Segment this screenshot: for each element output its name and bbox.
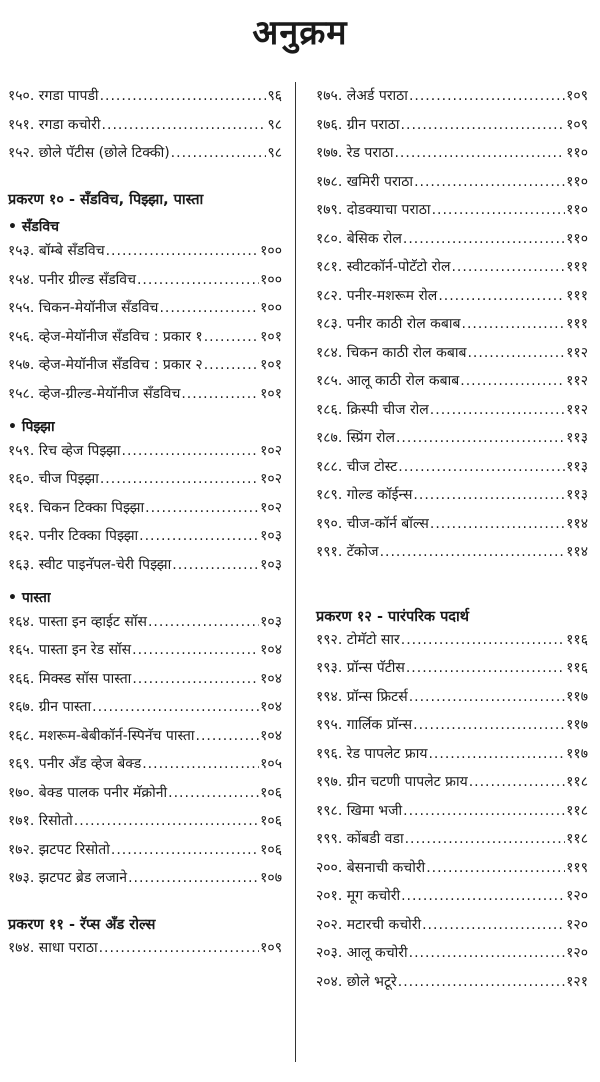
- entry-page-number: ११०: [566, 230, 588, 247]
- entry-title: १८६. क्रिस्पी चीज रोल: [316, 401, 429, 418]
- toc-group: [8, 612, 282, 897]
- dot-leader: [403, 231, 565, 247]
- toc-entry: [316, 915, 588, 944]
- dot-leader: [171, 145, 267, 161]
- entry-page-number: ११९: [566, 859, 588, 876]
- entry-page-number: १२०: [566, 945, 588, 961]
- toc-entry: [316, 143, 588, 172]
- entry-title: २००. बेसनाची कचोरी: [316, 859, 426, 876]
- entry-page-number: ११३: [566, 430, 588, 446]
- dot-leader: [181, 386, 259, 402]
- dot-leader: [401, 632, 565, 648]
- toc-entry: [316, 343, 588, 372]
- toc-entry: [316, 801, 588, 830]
- toc-entry: [8, 612, 282, 641]
- entry-page-number: ११८: [566, 802, 588, 819]
- toc-entry: [8, 669, 282, 698]
- toc-entry: [316, 457, 588, 486]
- entry-page-number: १०६: [260, 813, 282, 829]
- entry-title: १८१. स्वीटकॉर्न-पोटॅटो रोल: [316, 259, 451, 275]
- toc-entry: [316, 630, 588, 659]
- toc-entry: [8, 697, 282, 726]
- entry-title: १९२. टोमॅटो सार: [316, 631, 400, 648]
- toc-entry: [316, 772, 588, 801]
- entry-title: १५१. रगडा कचोरी: [8, 116, 101, 133]
- dot-leader: [414, 174, 565, 190]
- dot-leader: [403, 803, 565, 819]
- entry-page-number: ११६: [566, 660, 588, 676]
- entry-title: १८४. चिकन काठी रोल कबाब: [316, 344, 467, 361]
- toc-entry: [316, 744, 588, 773]
- entry-title: १९७. ग्रीन चटणी पापलेट फ्राय: [316, 774, 468, 790]
- entry-title: १९१. टॅकोज: [316, 544, 379, 560]
- dot-leader: [148, 614, 259, 630]
- dot-leader: [398, 459, 565, 475]
- entry-title: १५३. बॉम्बे सँडविच: [8, 243, 105, 259]
- entry-page-number: ११२: [566, 373, 588, 389]
- entry-title: १५२. छोले पॅटीस (छोले टिक्की): [8, 145, 170, 161]
- toc-entry: [8, 441, 282, 470]
- entry-title: १६९. पनीर अँड व्हेज बेक्ड: [8, 756, 142, 772]
- entry-page-number: १२०: [566, 916, 588, 933]
- section-heading-10: प्रकरण १० - सँडविच, पिझ्झा, पास्ता: [8, 191, 204, 208]
- entry-page-number: १०९: [260, 939, 282, 956]
- toc-entry: [8, 868, 282, 897]
- entry-title: १६७. ग्रीन पास्ता: [8, 699, 92, 715]
- dot-leader: [432, 202, 566, 218]
- entry-title: २०२. मटारची कचोरी: [316, 916, 422, 933]
- toc-entry: [316, 86, 588, 115]
- dot-leader: [405, 831, 566, 847]
- dot-leader: [438, 288, 565, 304]
- entry-title: १९९. कोंबडी वडा: [316, 831, 404, 847]
- dot-leader: [128, 870, 259, 886]
- dot-leader: [409, 945, 566, 961]
- subsection-pasta: • पास्ता: [8, 589, 51, 606]
- entry-page-number: ११०: [566, 145, 588, 161]
- toc-entry: [316, 314, 588, 343]
- toc-entry: [8, 270, 282, 299]
- toc-entry: [316, 172, 588, 201]
- entry-page-number: ११३: [566, 487, 588, 503]
- toc-group: [316, 630, 588, 1001]
- toc-entry: [8, 526, 282, 555]
- toc-entry: [316, 257, 588, 286]
- entry-title: १६४. पास्ता इन व्हाईट सॉस: [8, 613, 147, 630]
- dot-leader: [398, 974, 565, 990]
- dot-leader: [428, 746, 565, 762]
- section-heading-11: प्रकरण ११ - रॅप्स अँड रोल्स: [8, 916, 156, 933]
- entry-page-number: १०९: [566, 88, 588, 104]
- toc-entry: [8, 498, 282, 527]
- entry-page-number: १०४: [260, 642, 282, 658]
- toc-entry: [8, 384, 282, 413]
- dot-leader: [469, 774, 565, 790]
- entry-title: १७७. रेड पराठा: [316, 145, 394, 161]
- toc-entry: [8, 298, 282, 327]
- entry-title: १८७. स्प्रिंग रोल: [316, 430, 395, 446]
- entry-page-number: ११२: [566, 401, 588, 418]
- dot-leader: [137, 272, 259, 288]
- toc-entry: [316, 371, 588, 400]
- entry-title: १६८. मशरूम-बेबीकॉर्न-स्पिनॅच पास्ता: [8, 727, 195, 744]
- dot-leader: [111, 842, 259, 858]
- entry-title: १५६. व्हेज-मेयॉनीज सँडविच : प्रकार १: [8, 328, 203, 345]
- dot-leader: [406, 660, 565, 676]
- toc-entry: [316, 972, 588, 1001]
- toc-entry: [316, 715, 588, 744]
- dot-leader: [100, 471, 259, 487]
- entry-title: १८३. पनीर काठी रोल कबाब: [316, 316, 461, 332]
- entry-title: १७५. लेअर्ड पराठा: [316, 88, 408, 104]
- entry-title: १६२. पनीर टिक्का पिझ्झा: [8, 528, 139, 544]
- page-title: अनुक्रम: [252, 13, 348, 53]
- entry-page-number: ११०: [566, 173, 588, 190]
- entry-page-number: १०३: [260, 556, 282, 573]
- entry-title: १८९. गोल्ड कॉईन्स: [316, 487, 413, 503]
- entry-page-number: ११३: [566, 458, 588, 475]
- entry-title: १७२. झटपट रिसोतो: [8, 841, 110, 858]
- toc-entry: [8, 811, 282, 840]
- dot-leader: [413, 487, 565, 503]
- toc-entry: [316, 829, 588, 858]
- dot-leader: [139, 528, 259, 544]
- toc-entry: [8, 143, 282, 172]
- entry-title: २०१. मूग कचोरी: [316, 888, 401, 904]
- entry-page-number: १०१: [260, 357, 282, 373]
- entry-title: १९०. चीज-कॉर्न बॉल्स: [316, 515, 429, 532]
- dot-leader: [396, 430, 565, 446]
- entry-page-number: १०२: [260, 499, 282, 516]
- entry-title: १७६. ग्रीन पराठा: [316, 116, 400, 133]
- entry-title: १८२. पनीर-मशरूम रोल: [316, 287, 438, 304]
- entry-page-number: ११४: [566, 544, 588, 560]
- entry-title: २०३. आलू कचोरी: [316, 945, 408, 961]
- toc-entry: [316, 200, 588, 229]
- entry-page-number: १०१: [260, 328, 282, 345]
- dot-leader: [142, 756, 259, 772]
- subsection-pizza: • पिझ्झा: [8, 418, 55, 435]
- toc-entry: [8, 783, 282, 812]
- entry-page-number: १११: [566, 259, 588, 275]
- subsection-sandwich: • सँडविच: [8, 219, 60, 236]
- toc-entry: [8, 355, 282, 384]
- toc-entry: [8, 241, 282, 270]
- dot-leader: [430, 516, 565, 532]
- entry-page-number: १११: [566, 316, 588, 332]
- dot-leader: [409, 88, 565, 104]
- dot-leader: [422, 917, 565, 933]
- toc-entry: [316, 229, 588, 258]
- dot-leader: [172, 557, 259, 573]
- toc-group: [316, 86, 588, 571]
- entry-page-number: १००: [260, 271, 282, 288]
- dot-leader: [74, 813, 259, 829]
- column-divider: [295, 82, 296, 1062]
- entry-page-number: १०७: [260, 870, 282, 886]
- entry-page-number: १११: [566, 287, 588, 304]
- right-column: [316, 86, 588, 1000]
- dot-leader: [380, 544, 566, 560]
- dot-leader: [100, 88, 267, 104]
- entry-title: १५५. चिकन-मेयॉनीज सँडविच: [8, 300, 159, 316]
- dot-leader: [106, 243, 260, 259]
- entry-title: १७३. झटपट ब्रेड लजाने: [8, 870, 128, 886]
- entry-page-number: १०४: [260, 699, 282, 715]
- entry-title: १६५. पास्ता इन रेड सॉस: [8, 642, 132, 658]
- entry-title: १९३. प्रॉन्स पॅटीस: [316, 660, 405, 676]
- entry-page-number: ११६: [566, 631, 588, 648]
- entry-page-number: ११७: [566, 745, 588, 762]
- toc-entry: [316, 115, 588, 144]
- toc-entry: [316, 658, 588, 687]
- left-column: [8, 86, 282, 966]
- toc-entry: [8, 726, 282, 755]
- entry-title: १६०. चीज पिझ्झा: [8, 471, 99, 487]
- toc-entry: [8, 86, 282, 115]
- entry-page-number: ११२: [566, 344, 588, 361]
- entry-page-number: १०६: [260, 841, 282, 858]
- entry-title: १६३. स्वीट पाइनॅपल-चेरी पिझ्झा: [8, 556, 172, 573]
- toc-entry: [316, 485, 588, 514]
- entry-title: १८५. आलू काठी रोल कबाब: [316, 373, 460, 389]
- entry-page-number: ९८: [267, 116, 282, 133]
- toc-entry: [8, 469, 282, 498]
- entry-page-number: १०३: [260, 613, 282, 630]
- entry-page-number: १०३: [260, 528, 282, 544]
- dot-leader: [426, 860, 565, 876]
- toc-entry: [316, 400, 588, 429]
- entry-page-number: ९६: [267, 88, 282, 104]
- entry-title: १६१. चिकन टिक्का पिझ्झा: [8, 499, 145, 516]
- entry-title: १९५. गार्लिक प्रॉन्स: [316, 717, 413, 733]
- entry-page-number: ११४: [566, 515, 588, 532]
- entry-page-number: ११८: [566, 774, 588, 790]
- entry-page-number: ११७: [566, 688, 588, 705]
- dot-leader: [409, 689, 565, 705]
- entry-page-number: १०९: [566, 116, 588, 133]
- entry-title: १५४. पनीर ग्रील्ड सँडविच: [8, 271, 136, 288]
- entry-page-number: ९८: [267, 145, 282, 161]
- dot-leader: [159, 300, 259, 316]
- entry-title: १५७. व्हेज-मेयॉनीज सँडविच : प्रकार २: [8, 357, 203, 373]
- dot-leader: [413, 717, 565, 733]
- entry-page-number: १०२: [260, 471, 282, 487]
- dot-leader: [168, 785, 259, 801]
- entry-page-number: १२१: [566, 973, 588, 990]
- toc-entry: [8, 555, 282, 584]
- entry-title: १६६. मिक्स्ड सॉस पास्ता: [8, 670, 132, 687]
- dot-leader: [196, 728, 260, 744]
- dot-leader: [467, 345, 565, 361]
- entry-page-number: १२०: [566, 888, 588, 904]
- dot-leader: [430, 402, 565, 418]
- dot-leader: [451, 259, 565, 275]
- entry-title: २०४. छोले भटूरे: [316, 973, 397, 990]
- entry-page-number: ११८: [566, 831, 588, 847]
- toc-group: [8, 441, 282, 584]
- entry-page-number: ११०: [566, 202, 588, 218]
- entry-title: १५९. रिच व्हेज पिझ्झा: [8, 442, 121, 459]
- toc-group: [8, 938, 282, 967]
- toc-entry: [316, 943, 588, 972]
- dot-leader: [204, 357, 259, 373]
- dot-leader: [132, 642, 259, 658]
- dot-leader: [92, 699, 259, 715]
- entry-title: १७८. खमिरी पराठा: [316, 173, 414, 190]
- toc-entry: [8, 938, 282, 967]
- entry-page-number: १०४: [260, 670, 282, 687]
- section-heading-12: प्रकरण १२ - पारंपरिक पदार्थ: [316, 608, 470, 625]
- entry-title: १९८. खिमा भजी: [316, 802, 403, 819]
- entry-title: १७१. रिसोतो: [8, 813, 73, 829]
- toc-entry: [316, 514, 588, 543]
- entry-title: १८८. चीज टोस्ट: [316, 458, 398, 475]
- dot-leader: [460, 373, 565, 389]
- dot-leader: [401, 888, 565, 904]
- dot-leader: [132, 671, 259, 687]
- dot-leader: [122, 443, 260, 459]
- dot-leader: [462, 316, 566, 332]
- toc-entry: [8, 115, 282, 144]
- dot-leader: [102, 117, 267, 133]
- entry-page-number: १००: [260, 243, 282, 259]
- entry-title: १७०. बेक्ड पालक पनीर मॅक्रोनी: [8, 784, 168, 801]
- toc-group: [8, 86, 282, 172]
- toc-entry: [8, 754, 282, 783]
- entry-title: १९४. प्रॉन्स फ्रिटर्स: [316, 688, 408, 705]
- entry-page-number: १००: [260, 300, 282, 316]
- entry-page-number: १०६: [260, 784, 282, 801]
- dot-leader: [145, 500, 259, 516]
- dot-leader: [204, 329, 259, 345]
- toc-group: [8, 241, 282, 412]
- entry-title: १५८. व्हेज-ग्रील्ड-मेयॉनीज सँडविच: [8, 385, 181, 402]
- toc-entry: [8, 327, 282, 356]
- entry-title: १७४. साधा पराठा: [8, 939, 98, 956]
- entry-page-number: १०१: [260, 385, 282, 402]
- toc-entry: [316, 886, 588, 915]
- entry-page-number: १०५: [260, 756, 282, 772]
- entry-title: १९६. रेड पापलेट फ्राय: [316, 745, 428, 762]
- toc-entry: [316, 687, 588, 716]
- toc-entry: [316, 858, 588, 887]
- entry-title: १५०. रगडा पापडी: [8, 88, 99, 104]
- dot-leader: [394, 145, 565, 161]
- toc-entry: [316, 286, 588, 315]
- toc-entry: [8, 640, 282, 669]
- dot-leader: [99, 940, 260, 956]
- toc-entry: [8, 840, 282, 869]
- entry-title: १७९. दोडक्याचा पराठा: [316, 202, 431, 218]
- toc-entry: [316, 428, 588, 457]
- toc-entry: [316, 542, 588, 571]
- entry-page-number: ११७: [566, 717, 588, 733]
- entry-title: १८०. बेसिक रोल: [316, 230, 402, 247]
- entry-page-number: १०४: [260, 727, 282, 744]
- dot-leader: [401, 117, 566, 133]
- entry-page-number: १०२: [260, 442, 282, 459]
